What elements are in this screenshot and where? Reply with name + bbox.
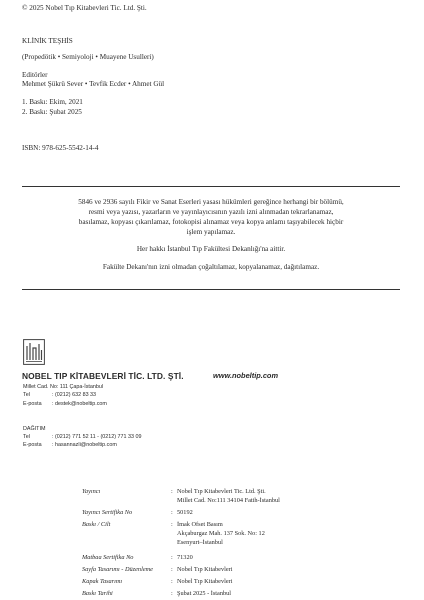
imprint-key: Matbaa Sertifika No: [82, 554, 134, 561]
editors-names: Mehmet Şükrü Sever • Tevfik Ecder • Ahmet Gül: [22, 80, 165, 88]
nobel-logo-icon: [23, 339, 45, 365]
distribution-tel-value: : (0212) 771 52 11 - (0212) 771 33 09: [52, 434, 142, 440]
imprint-value: Nobel Tıp Kitabevleri Tic. Ltd. Şti.: [177, 488, 266, 495]
imprint-key: Baskı / Cilt: [82, 521, 111, 528]
legal-line: resmi veya yazısı, yazarların ve yayınlayıcısının yazılı izni alınmadan tekrarlanamaz,: [88, 208, 334, 216]
copy-restriction: Fakülte Dekanı'nın izni olmadan çoğaltılamaz, kopyalanamaz, dağıtılamaz.: [102, 263, 320, 271]
imprint-key: Sayfa Tasarımı - Düzenleme: [82, 566, 153, 573]
rights-statement: Her hakkı İstanbul Tıp Fakültesi Dekanlığı'na aittir.: [136, 245, 286, 253]
publisher-name: NOBEL TIP KİTABEVLERİ TİC. LTD. ŞTİ.: [22, 371, 184, 381]
imprint-value: İmak Ofset Basım: [177, 521, 223, 528]
distribution-email-row: [23, 441, 117, 449]
first-edition: 1. Baskı: Ekim, 2021: [22, 98, 83, 106]
legal-line: işlem yapılamaz.: [186, 228, 236, 236]
imprint-key: Kapak Tasarımı: [82, 578, 123, 585]
editors-label: Editörler: [22, 71, 48, 79]
book-subtitle: (Propedötik • Semiyoloji • Muayene Usulleri): [22, 53, 154, 61]
second-edition: 2. Baskı: Şubat 2025: [22, 108, 82, 116]
imprint-value: 50192: [177, 509, 193, 516]
distribution-label: DAĞITIM: [23, 426, 46, 432]
tel-label: Tel: [23, 392, 30, 398]
imprint-key: Yayıncı: [82, 488, 101, 495]
legal-line: basılamaz, kopyası çıkarılamaz, fotokopisi alınamaz veya kopya anlamı taşıyabilecek hiçbir: [78, 218, 344, 226]
legal-notice-box: [22, 186, 400, 290]
publisher-email-row: [23, 400, 107, 408]
email-value[interactable]: : destek@nobeltip.com: [52, 401, 107, 407]
imprint-value: Esenyurt–İstanbul: [177, 539, 223, 546]
publisher-website[interactable]: www.nobeltip.com: [213, 371, 279, 380]
publisher-tel-row: [23, 391, 96, 399]
imprint-value: Nobel Tıp Kitabevleri: [177, 578, 233, 585]
imprint-value: Akçaburgaz Mah. 137 Sok. No: 12: [177, 530, 265, 537]
imprint-value: 71320: [177, 554, 193, 561]
email-label: E-posta: [23, 401, 42, 407]
imprint-key: Baskı Tarihi: [82, 590, 113, 597]
imprint-key: Yayıncı Sertifika No: [82, 509, 133, 516]
email-label: E-posta: [23, 442, 42, 448]
tel-label: Tel: [23, 434, 30, 440]
copyright-notice: © 2025 Nobel Tıp Kitabevleri Tic. Ltd. Şti.: [22, 4, 147, 12]
distribution-email-value[interactable]: : hasannazli@nobeltip.com: [52, 442, 117, 448]
imprint-value: Millet Cad. No:111 34104 Fatih-İstanbul: [177, 497, 280, 504]
isbn: ISBN: 978-625-5542-14-4: [22, 144, 99, 152]
book-title: KLİNİK TEŞHİS: [22, 37, 73, 45]
imprint-value: Şubat 2025 - İstanbul: [177, 590, 232, 597]
tel-value: : (0212) 632 83 33: [52, 392, 97, 398]
distribution-tel-row: [23, 433, 142, 441]
publisher-address: Millet Cad. No: 111 Çapa-İstanbul: [23, 384, 104, 390]
imprint-value: Nobel Tıp Kitabevleri: [177, 566, 233, 573]
legal-line: 5846 ve 2936 sayılı Fikir ve Sanat Eserleri yasası hükümleri gereğince herhangi bir bölümü,: [78, 198, 344, 206]
